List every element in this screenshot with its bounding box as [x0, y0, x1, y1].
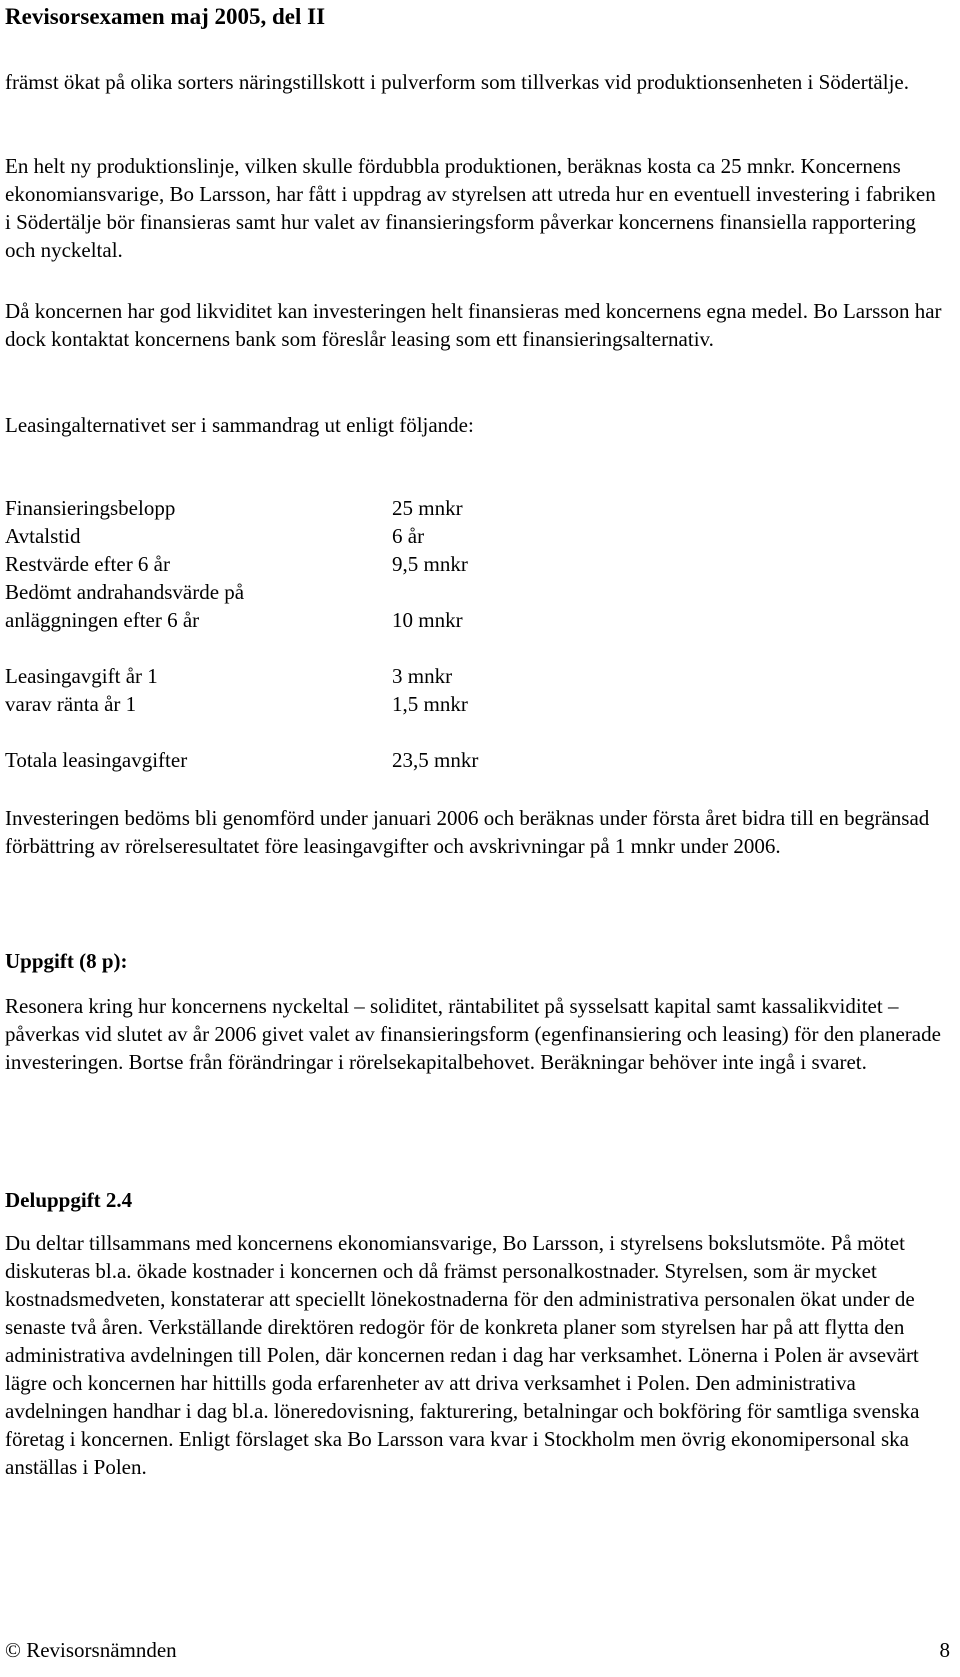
footer-copyright: © Revisorsnämnden [5, 1638, 177, 1662]
summary-label: Totala leasingavgifter [5, 748, 188, 772]
summary-spacer [5, 634, 705, 662]
summary-row [5, 662, 705, 690]
leasing-summary-table [5, 494, 705, 774]
summary-value: 25 mnkr [392, 496, 463, 520]
summary-value: 3 mnkr [392, 664, 453, 688]
footer-page-number: 8 [939, 1638, 950, 1662]
summary-row [5, 606, 705, 634]
heading-uppgift: Uppgift (8 p): [5, 949, 128, 973]
summary-value: 1,5 mnkr [392, 692, 468, 716]
summary-row [5, 578, 705, 606]
summary-value: 23,5 mnkr [392, 748, 479, 772]
summary-label: anläggningen efter 6 år [5, 608, 200, 632]
summary-label: Leasingavgift år 1 [5, 664, 158, 688]
summary-row [5, 550, 705, 578]
paragraph-task: Resonera kring hur koncernens nyckeltal – soliditet, räntabilitet på sysselsatt kapital samt kassalikviditet – påverkas vid slutet av år 2006 givet valet av finansieringsform (egenfinansiering och leasing) för den planerade investeringen. Bortse från förändringar i rörelsekapitalbehovet. Beräkningar behöver inte ingå i svaret. [5, 994, 941, 1074]
paragraph-liquidity: Då koncernen har god likviditet kan investeringen helt finansieras med koncernens egna medel. Bo Larsson har dock kontaktat koncernens bank som föreslår leasing som ett finansieringsalternativ. [5, 299, 942, 351]
summary-row [5, 522, 705, 550]
page-header-title: Revisorsexamen maj 2005, del II [5, 4, 326, 29]
summary-row [5, 690, 705, 718]
summary-label: Avtalstid [5, 524, 81, 548]
summary-value: 6 år [392, 524, 425, 548]
summary-value: 9,5 mnkr [392, 552, 468, 576]
paragraph-board-meeting: Du deltar tillsammans med koncernens ekonomiansvarige, Bo Larsson, i styrelsens bokslutsmöte. På mötet diskuteras bl.a. ökade kostnader i koncernen och då främst personalkostnader. Styrelsen, som är mycket kostnadsmedveten, konstaterar att speciellt lönekostnaderna för den administrativa personalen ökat under de senaste två åren. Verkställande direktören redogör för de konkreta planer som styrelsen har på att flytta den administrativa avdelningen till Polen, där koncernen redan i dag har verksamhet. Lönerna i Polen är avsevärt lägre och koncernen har hittills goda erfarenheter av att driva verksamhet i Polen. Den administrativa avdelningen handhar i dag bl.a. löneredovisning, fakturering, betalningar och bokföring för samtliga svenska företag i koncernen. Enligt förslaget ska Bo Larsson vara kvar i Stockholm men övrig ekonomipersonal ska anställas i Polen. [5, 1231, 920, 1479]
summary-label: Restvärde efter 6 år [5, 552, 170, 576]
summary-label: varav ränta år 1 [5, 692, 137, 716]
paragraph-leasing-intro: Leasingalternativet ser i sammandrag ut enligt följande: [5, 413, 474, 437]
summary-label: Bedömt andrahandsvärde på [5, 580, 245, 604]
summary-value: 10 mnkr [392, 608, 463, 632]
summary-spacer [5, 718, 705, 746]
summary-row [5, 494, 705, 522]
paragraph-production-line: En helt ny produktionslinje, vilken skulle fördubbla produktionen, beräknas kosta ca 25 mnkr. Koncernens ekonomiansvarige, Bo Larsson, har fått i uppdrag av styrelsen att utreda hur en eventuell investering i fabriken i Södertälje bör finansieras samt hur valet av finansieringsform påverkar koncernens finansiella rapportering och nyckeltal. [5, 154, 936, 262]
paragraph-intro: främst ökat på olika sorters näringstillskott i pulverform som tillverkas vid produktionsenheten i Södertälje. [5, 70, 909, 94]
summary-label: Finansieringsbelopp [5, 496, 176, 520]
paragraph-investment: Investeringen bedöms bli genomförd under januari 2006 och beräknas under första året bidra till en begränsad förbättring av rörelseresultatet före leasingavgifter och avskrivningar på 1 mnkr under 2006. [5, 806, 930, 858]
heading-deluppgift: Deluppgift 2.4 [5, 1188, 133, 1212]
summary-row [5, 746, 705, 774]
